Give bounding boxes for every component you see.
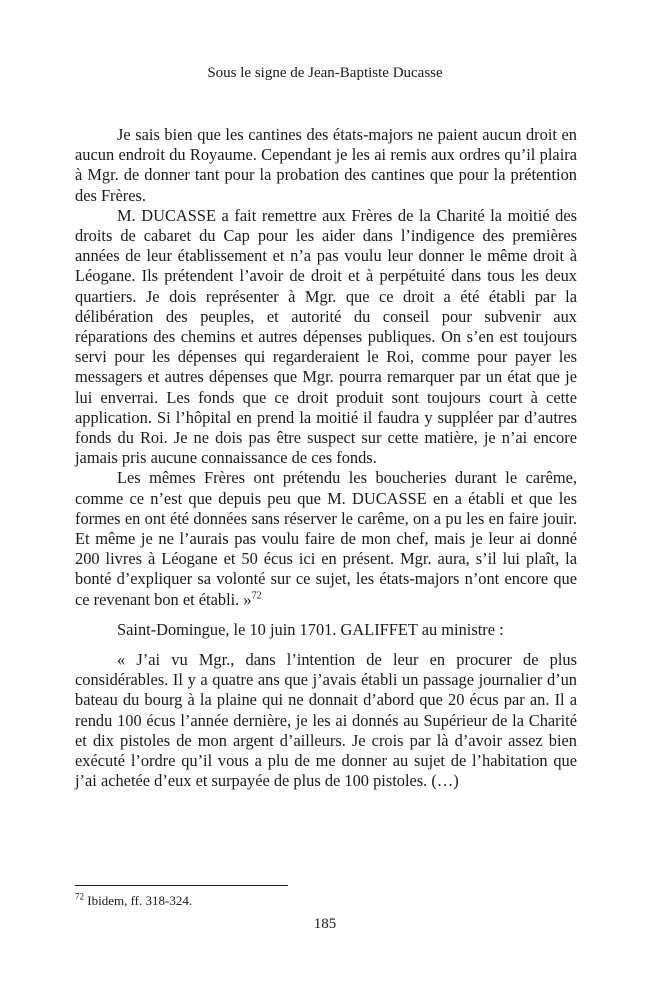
dateline: Saint-Domingue, le 10 juin 1701. GALIFFET au ministre : [117, 619, 504, 639]
paragraph: M. DUCASSE a fait remettre aux Frères de la Charité la moitié des droits de cabaret du Cap pour les aider dans l’indigence des premières années de leur établissement et n’a pas voulu leur donner le même droit à Léogane. Ils prétendent l’avoir de droit et à perpétuité dans tous les deux quartiers. Je dois représenter à Mgr. que ce droit a été établi par la délibération des peuples, et autorité du conseil pour subvenir aux réparations des chemins et autres dépenses publiques. On s’en est toujours servi pour les dépenses qui regarderaient le Roi, comme pour payer les messagers et autres dépenses que Mgr. pourra remarquer par un état que je lui enverrai. Les fonds que ce droit produit sont toujours court à cette application. Si l’hôpital en prend la moitié il faudra y suppléer par d’autres fonds du Roi. Je ne dois pas être suspect sur cette matière, je n’ai encore jamais pris aucune connaissance de ces fonds. [75, 205, 577, 468]
footnote-reference[interactable]: 72 [251, 590, 262, 602]
footnote [75, 893, 577, 909]
body-text [75, 125, 577, 792]
footnote-separator [75, 885, 288, 886]
paragraph: Je sais bien que les cantines des états-majors ne paient aucun droit en aucun endroit du Royaume. Cependant je les ai remis aux ordres qu’il plaira à Mgr. de donner tant pour la probation des cantines que pour la prétention des Frères. [75, 125, 577, 205]
page-number: 185 [313, 916, 337, 932]
footnote-number: 72 [75, 891, 84, 902]
paragraph [75, 468, 577, 609]
quoted-letter: « J’ai vu Mgr., dans l’intention de leur en procurer de plus considérables. Il y a quatre ans que j’avais établi un passage journalier d’un bateau du bourg à la plaine qui ne donnait d’abord que 20 écus par an. Il a rendu 100 écus l’année dernière, je les ai donnés au Supérieur de la Charité et dix pistoles de mon argent d’ailleurs. Je crois par là d’avoir assez bien exécuté l’ordre qu’il vous a plu de me donner au sujet de l’habitation que j’ai achetée d’eux et surpayée de plus de 100 pistoles. (…) [75, 650, 577, 791]
paragraph-text: Les mêmes Frères ont prétendu les boucheries durant le carême, comme ce n’est que depuis peu que M. DUCASSE en a établi et que les formes en ont été données sans réserver le carême, on a pu les en faire jouir. Et même je ne l’aurais pas voulu faire de mon chef, mais je leur ai donné 200 livres à Léogane et 50 écus ici en présent. Mgr. aura, s’il lui plaît, la bonté d’expliquer sa volonté sur ce sujet, les états-majors n’ont encore que ce revenant bon et établi. » [75, 468, 577, 609]
running-header: Sous le signe de Jean-Baptiste Ducasse [207, 65, 443, 81]
footnote-text: Ibidem, ff. 318-324. [84, 893, 193, 908]
